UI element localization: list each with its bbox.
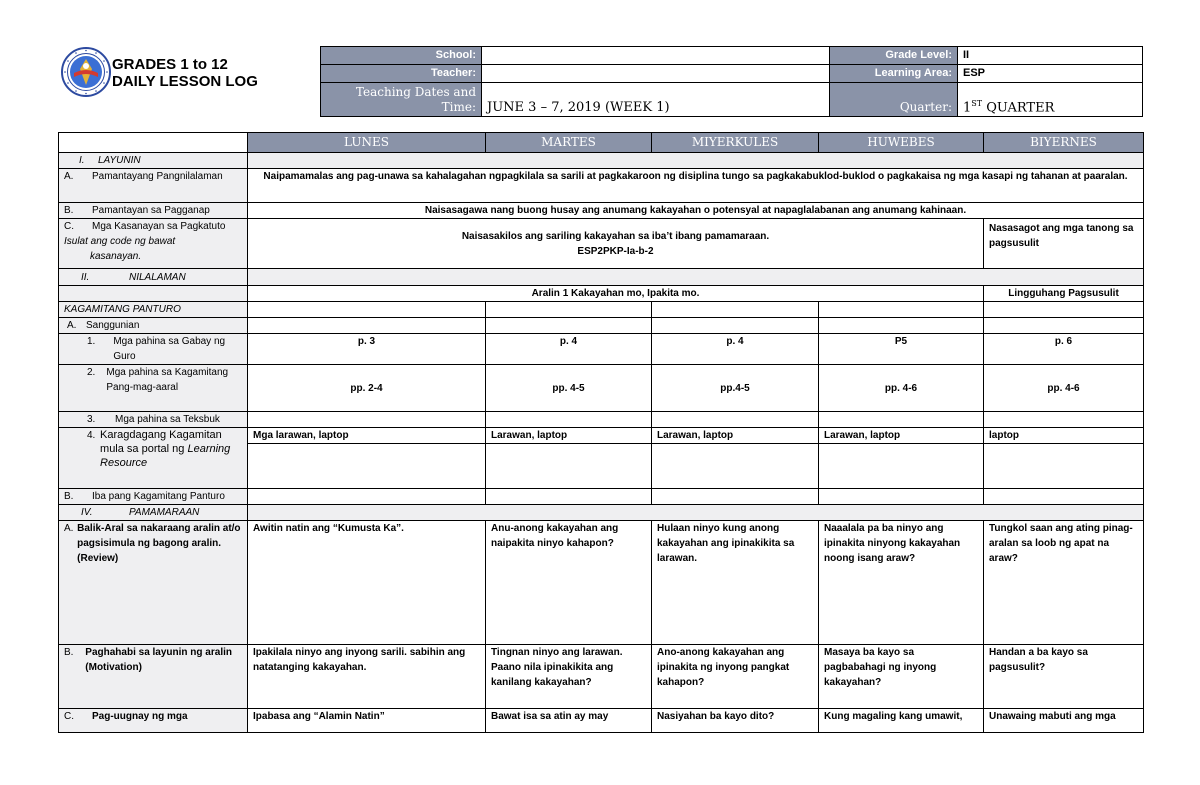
row-value[interactable]: Aralin 1 Kakayahan mo, Ipakita mo. [248, 286, 984, 302]
row-num: 1. [87, 336, 96, 347]
cell[interactable] [248, 489, 486, 505]
kagamitan-row [59, 302, 1144, 318]
cell[interactable] [486, 489, 652, 505]
row-label-text: Pamantayan sa Pagganap [92, 205, 210, 216]
dates-label [321, 83, 482, 117]
cell[interactable] [819, 302, 984, 318]
cell[interactable] [984, 412, 1144, 428]
cell[interactable]: Tungkol saan ang ating pinag-aralan sa loob ng apat na araw? [984, 521, 1144, 645]
day-header: MIYERKULES [652, 133, 819, 153]
cell[interactable] [486, 444, 652, 489]
pamantayan-row [59, 203, 1144, 219]
cell[interactable] [652, 412, 819, 428]
value-line: Naisasakilos ang sariling kakayahan sa iba’t ibang pamamaraan. [461, 230, 770, 242]
row-sublabel: Isulat ang code ng bawat [64, 236, 176, 247]
cell[interactable]: laptop [984, 428, 1144, 444]
paghahabi-row [59, 645, 1144, 709]
row-num: A. [67, 320, 77, 331]
row-label [59, 521, 248, 645]
kasanayan-row [59, 219, 1144, 269]
row-num: B. [64, 205, 74, 216]
sanggunian-row [59, 318, 1144, 334]
cell[interactable]: p. 4 [652, 334, 819, 365]
cell[interactable]: pp. 4-5 [486, 365, 652, 412]
section-heading [59, 153, 248, 169]
row-value[interactable]: Naisasagawa nang buong husay ang anumang kakayahan o potensyal at napaglalabanan ang anumang kahinaan. [248, 203, 1144, 219]
cell[interactable] [248, 318, 486, 334]
section-heading: KAGAMITANG PANTURO [59, 302, 248, 318]
cell[interactable]: pp. 4-6 [819, 365, 984, 412]
iba-pang-row [59, 489, 1144, 505]
header-table [320, 46, 1143, 117]
pag-uugnay-row [59, 709, 1144, 733]
lesson-table [58, 132, 1144, 733]
row-label [59, 334, 248, 365]
nilalaman-heading-row [59, 269, 1144, 286]
cell[interactable]: Ano-anong kakayahan ang ipinakita ng inyong pangkat kahapon? [652, 645, 819, 709]
cell[interactable]: Kung magaling kang umawit, [819, 709, 984, 733]
cell[interactable]: Awitin natin ang “Kumusta Ka”. [248, 521, 486, 645]
teksbuk-row [59, 412, 1144, 428]
teacher-field[interactable] [482, 65, 830, 83]
section-label: NILALAMAN [129, 271, 186, 283]
layunin-row [59, 153, 1144, 169]
cell[interactable]: Masaya ba kayo sa pagbabahagi ng inyong kakayahan? [819, 645, 984, 709]
cell[interactable] [486, 412, 652, 428]
cell[interactable] [652, 444, 819, 489]
nilalaman-row [59, 286, 1144, 302]
section-num: IV. [81, 507, 93, 518]
section-heading [59, 269, 248, 286]
section-band [248, 505, 1144, 521]
cell[interactable] [486, 318, 652, 334]
row-num: C. [64, 711, 74, 722]
cell[interactable] [819, 489, 984, 505]
cell[interactable] [819, 318, 984, 334]
cell[interactable]: p. 6 [984, 334, 1144, 365]
grade-level-label: Grade Level: [830, 47, 958, 65]
cell[interactable]: Handan a ba kayo sa pagsusulit? [984, 645, 1144, 709]
learning-area-field[interactable]: ESP [958, 65, 1143, 83]
row-label [59, 709, 248, 733]
row-num: C. [64, 221, 74, 232]
row-label-text: Mga pahina sa Kagamitang Pang-mag-aaral [106, 367, 229, 393]
row-label [59, 219, 248, 269]
day-header: MARTES [486, 133, 652, 153]
quarter-label: Quarter: [830, 83, 958, 117]
quarter-prefix: 1 [963, 100, 972, 115]
value-code: ESP2PKP-Ia-b-2 [577, 245, 654, 257]
row-label [59, 203, 248, 219]
row-label-text: Sanggunian [86, 320, 140, 331]
dates-label-line1: Teaching Dates and [355, 85, 476, 99]
cell[interactable]: Nasiyahan ba kayo dito? [652, 709, 819, 733]
karagdagang-row-top [59, 428, 1144, 444]
day-header: BIYERNES [984, 133, 1144, 153]
header-blank [59, 133, 248, 153]
dates-label-line2: Time: [441, 100, 476, 114]
cell[interactable]: Tingnan ninyo ang larawan. Paano nila ipinakikita ang kanilang kakayahan? [486, 645, 652, 709]
balik-aral-row [59, 521, 1144, 645]
cell[interactable] [984, 302, 1144, 318]
day-header: HUWEBES [819, 133, 984, 153]
cell[interactable]: Larawan, laptop [819, 428, 984, 444]
quarter-field[interactable] [958, 83, 1143, 117]
quarter-suffix: QUARTER [982, 100, 1055, 115]
cell[interactable]: Hulaan ninyo kung anong kakayahan ang ipinakikita sa larawan. [652, 521, 819, 645]
cell[interactable] [248, 302, 486, 318]
row-label [59, 489, 248, 505]
section-label: LAYUNIN [98, 155, 141, 166]
cell[interactable] [984, 318, 1144, 334]
cell[interactable]: Mga larawan, laptop [248, 428, 486, 444]
title-line2: DAILY LESSON LOG [112, 73, 258, 90]
row-label [59, 365, 248, 412]
cell[interactable] [486, 302, 652, 318]
cell[interactable] [984, 489, 1144, 505]
row-num: 3. [87, 414, 96, 425]
row-num: B. [64, 491, 74, 502]
cell[interactable]: pp.4-5 [652, 365, 819, 412]
row-label-text: Paghahabi sa layunin ng aralin (Motivation) [85, 647, 232, 673]
teacher-label: Teacher: [321, 65, 482, 83]
cell[interactable]: Larawan, laptop [652, 428, 819, 444]
title-block [112, 56, 258, 90]
row-num: B. [64, 647, 74, 658]
dates-field[interactable]: JUNE 3 – 7, 2019 (WEEK 1) [482, 83, 830, 117]
row-label [59, 318, 248, 334]
quarter-sup: ST [971, 98, 983, 108]
section-label: PAMAMARAAN [129, 507, 200, 518]
row-label-italic: Learning Resource [100, 443, 231, 469]
cell[interactable]: p. 3 [248, 334, 486, 365]
gabay-row [59, 334, 1144, 365]
row-label-text: Mga Kasanayan sa Pagkatuto [92, 221, 226, 232]
row-label [59, 412, 248, 428]
row-value[interactable]: Naipamamalas ang pag-unawa sa kahalagahan ngpagkilala sa sarili at pagkakaroon ng disiplina tungo sa pagkakabuklod-buklod o pagkakaisa ng mga kasapi ng tahanan at paaralan. [248, 169, 1144, 203]
row-label-text: Mga pahina sa Gabay ng Guro [113, 336, 226, 362]
row-label-text: Pamantayang Pangnilalaman [92, 171, 223, 182]
row-value[interactable] [248, 219, 984, 269]
day-header-row [59, 133, 1144, 153]
cell[interactable]: Ipabasa ang “Alamin Natin” [248, 709, 486, 733]
row-label-blank [59, 286, 248, 302]
row-num: 2. [87, 367, 96, 378]
pamantayang-row [59, 169, 1144, 203]
cell[interactable]: P5 [819, 334, 984, 365]
row-label [59, 428, 248, 489]
row-label [59, 169, 248, 203]
cell[interactable]: Unawaing mabuti ang mga [984, 709, 1144, 733]
school-label: School: [321, 47, 482, 65]
row-label-text: Karagdagang Kagamitan mula sa portal ng [100, 429, 222, 455]
cell[interactable] [652, 302, 819, 318]
section-band [248, 269, 1144, 286]
cell[interactable]: p. 4 [486, 334, 652, 365]
cell[interactable] [652, 489, 819, 505]
learning-area-label: Learning Area: [830, 65, 958, 83]
cell[interactable]: pp. 2-4 [248, 365, 486, 412]
title-line1: GRADES 1 to 12 [112, 56, 228, 73]
cell[interactable] [248, 444, 486, 489]
cell[interactable] [819, 412, 984, 428]
cell[interactable] [248, 412, 486, 428]
cell[interactable]: Naaalala pa ba ninyo ang ipinakita ninyong kakayahan noong isang araw? [819, 521, 984, 645]
row-label [59, 645, 248, 709]
cell[interactable]: Bawat isa sa atin ay may [486, 709, 652, 733]
section-band [248, 153, 1144, 169]
cell[interactable] [819, 444, 984, 489]
row-label-text: Balik-Aral sa nakaraang aralin at/o pagsisimula ng bagong aralin.(Review) [77, 523, 241, 564]
cell[interactable]: Ipakilala ninyo ang inyong sarili. sabihin ang natatanging kakayahan. [248, 645, 486, 709]
friday-value[interactable]: Lingguhang Pagsusulit [984, 286, 1144, 302]
row-label-text: Pag-uugnay ng mga [92, 711, 188, 722]
cell[interactable] [984, 444, 1144, 489]
cell[interactable]: Larawan, laptop [486, 428, 652, 444]
cell[interactable]: Anu-anong kakayahan ang naipakita ninyo kahapon? [486, 521, 652, 645]
row-num: 4. [87, 430, 96, 441]
cell[interactable] [652, 318, 819, 334]
section-num: I. [79, 155, 85, 166]
day-header: LUNES [248, 133, 486, 153]
grade-level-field[interactable]: II [958, 47, 1143, 65]
row-num: A. [64, 171, 74, 182]
deped-seal-icon [61, 47, 111, 97]
pamamaraan-row [59, 505, 1144, 521]
row-num: A. [64, 523, 74, 534]
school-field[interactable] [482, 47, 830, 65]
row-label-text: Mga pahina sa Teksbuk [115, 414, 220, 425]
kagamitang-pang-row [59, 365, 1144, 412]
row-sublabel: kasanayan. [90, 251, 142, 262]
cell[interactable]: pp. 4-6 [984, 365, 1144, 412]
section-num: II. [81, 271, 90, 283]
friday-value[interactable]: Nasasagot ang mga tanong sa pagsusulit [984, 219, 1144, 269]
section-heading [59, 505, 248, 521]
row-label-text: Iba pang Kagamitang Panturo [92, 491, 225, 502]
